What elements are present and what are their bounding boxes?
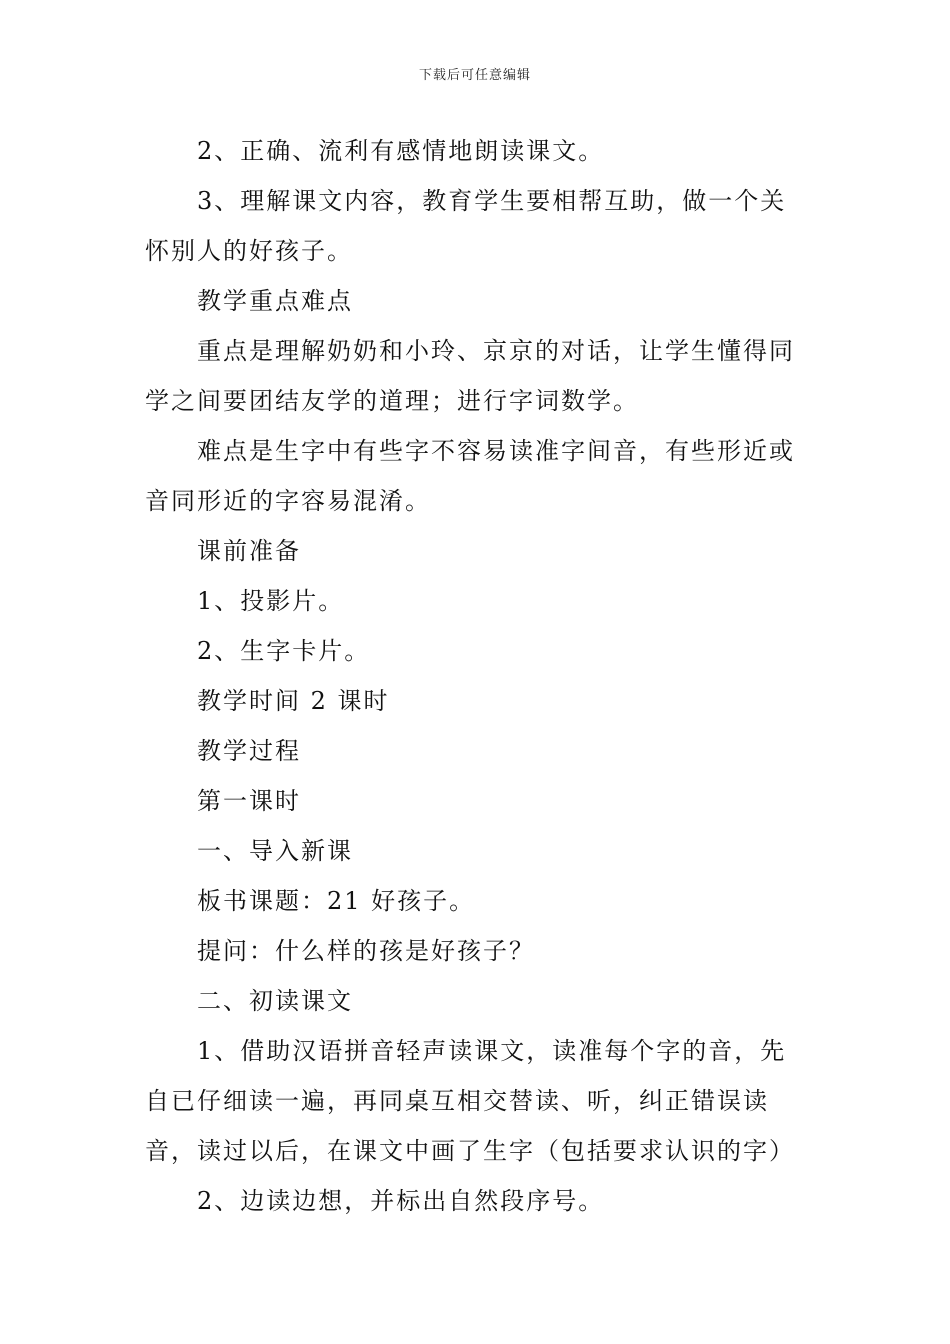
paragraph: 1、投影片。 xyxy=(197,587,345,615)
section-heading: 教学过程 xyxy=(197,737,301,765)
paragraph: 2、正确、流利有感情地朗读课文。 xyxy=(197,137,605,165)
paragraph: 教学时间 2 课时 xyxy=(197,687,390,715)
paragraph: 2、生字卡片。 xyxy=(197,637,371,665)
section-heading: 二、初读课文 xyxy=(197,987,353,1015)
section-heading: 教学重点难点 xyxy=(197,287,353,315)
section-heading: 一、导入新课 xyxy=(197,837,353,865)
paragraph: 2、边读边想，并标出自然段序号。 xyxy=(197,1187,605,1215)
paragraph: 3、理解课文内容，教育学生要相帮互助，做一个关怀别人的好孩子。 xyxy=(145,187,787,265)
paragraph: 提问：什么样的孩是好孩子？ xyxy=(197,937,535,965)
section-heading: 第一课时 xyxy=(197,787,301,815)
paragraph: 1、借助汉语拼音轻声读课文，读准每个字的音，先自已仔细读一遍，再同桌互相交替读、听，纠正错误读音，读过以后，在课文中画了生字（包括要求认识的字） xyxy=(145,1037,795,1165)
page-header: 下载后可任意编辑 xyxy=(418,68,531,83)
document-body xyxy=(145,126,810,1226)
paragraph: 板书课题：21 好孩子。 xyxy=(197,887,476,915)
section-heading: 课前准备 xyxy=(197,537,301,565)
paragraph: 难点是生字中有些字不容易读准字间音，有些形近或音同形近的字容易混淆。 xyxy=(145,437,795,515)
paragraph: 重点是理解奶奶和小玲、京京的对话，让学生懂得同学之间要团结友学的道理；进行字词数学。 xyxy=(145,337,795,415)
